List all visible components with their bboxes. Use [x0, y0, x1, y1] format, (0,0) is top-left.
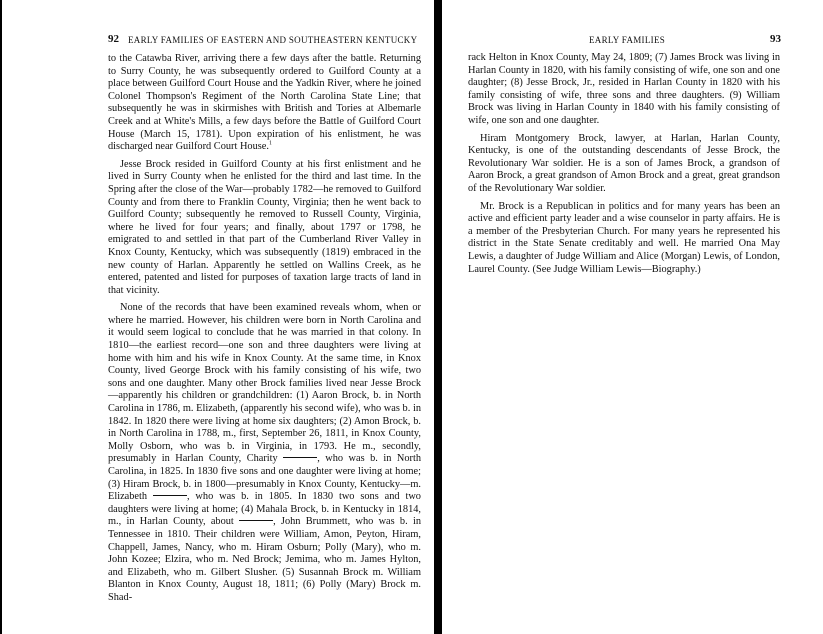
paragraph-text: , who was b. in North Carolina, in 1825. In 1830 five sons and one daughter were living at home; (3) Hiram Brock, b. in 1800—presumably in Knox County, Kentucky—m. Elizabeth: [108, 453, 421, 503]
page-number: 92: [108, 33, 119, 45]
blank-dash: [239, 520, 273, 521]
page-number: 93: [770, 33, 781, 45]
right-page: [442, 0, 823, 634]
paragraph-text: , John Brummett, who was b. in Tennessee in 1810. Their children were William, Amon, Peyton, Hiram, Chappell, James, Nancy, who m. Hiram Osburn; Polly (Mary), who m. John Kozee; Elzira, who m. Ned Brock; Jemima, who m. James Hylton, and Elizabeth, who m. Gilbert Slusher. (5) Susannah Brock m. William Blanton in Knox County, August 18, 1811; (6) Polly (Mary) Brock m. Shad-: [108, 516, 421, 603]
paragraph: Jesse Brock resided in Guilford County at his first enlistment and he lived in Surry County when he enlisted for the third and last time. In the Spring after the close of the War—probably 1782—he removed to Guilford County and from there to Franklin County, Virginia; then he went back to Guilford County; subsequently he removed to Russell County, Virginia, where he lived for four years; and finally, about 1797 or 1798, he emigrated to and settled in that part of the Cumberland River Valley in Knox County, Kentucky, which was subsequently (1819) embraced in the new county of Harlan. Apparently he settled on Wallins Creek, as he entered, patented and listed for purposes of taxation large tracts of land in that vicinity.: [108, 158, 421, 296]
blank-dash: [283, 457, 317, 458]
paragraph: [108, 53, 421, 154]
paragraph: Hiram Montgomery Brock, lawyer, at Harlan, Harlan County, Kentucky, is one of the outstanding descendants of Jesse Brock, the Revolutionary War soldier. He is a son of James Brock, a grandson of Aaron Brock, a great grandson of Amon Brock and a great, great grandson of the Revolutionary War soldier.: [468, 132, 780, 194]
body-text: [468, 52, 780, 276]
paragraph: [108, 302, 421, 604]
footnote-marker: 1: [268, 140, 272, 147]
paragraph-text: to the Catawba River, arriving there a few days after the battle. Returning to Surry County, he was subsequently ordered to Guilford County at a place between Guilford Court House and the Yadkin River, where he joined Colonel Thompson's Regiment of the North Carolina State Line; that subsequently he was in skirmishes with British and Tories at Albemarle Creek and at White's Mills, a few days before the Battle of Guilford Court House (March 15, 1781). Upon expiration of his enlistment, he was discharged near Guilford Court House.: [108, 53, 421, 153]
blank-dash: [153, 495, 187, 496]
paragraph: rack Helton in Knox County, May 24, 1809; (7) James Brock was living in Harlan County in 1820, with his family consisting of wife, one son and one daughter; (8) Jesse Brock, Jr., resided in Harlan County in 1820 with his family consisting of wife, three sons and three daughters. (9) William Brock was living in Harlan County in 1840 with his family consisting of wife, one son and one daughter.: [468, 52, 780, 126]
paragraph-text: None of the records that have been examined reveals whom, when or where he married. However, his children were born in North Carolina and it would seem logical to conclude that he was married in that colony. In 1810—the earliest record—one son and three daughters were living at home with him and his wife in Knox County. At the same time, in Knox County, lived George Brock with his family consisting of his wife, two sons and one daughter. Many other Brock families lived near Jesse Brock—apparently his children or grandchildren: (1) Aaron Brock, b. in North Carolina in 1786, m. Elizabeth, (apparently his second wife), who was b. in 1842. In 1820 there were living at home six daughters; (2) Amon Brock, b. in North Carolina in 1788, m., first, September 26, 1811, in Knox County, Molly Osborn, who was b. in Virginia, in 1793. He m., secondly, presumably in Harlan County, Charity: [108, 302, 421, 465]
body-text: [108, 53, 421, 605]
left-page: [2, 0, 434, 634]
running-head: EARLY FAMILIES OF EASTERN AND SOUTHEASTERN KENTUCKY: [128, 35, 418, 45]
running-head: EARLY FAMILIES: [589, 35, 666, 45]
paragraph-text: , who was b. in 1805. In 1830 two sons and two daughters were living at home; (4) Mahala Brock, b. in Kentucky in 1814, m., in Harlan County, about: [108, 491, 421, 528]
paragraph: Mr. Brock is a Republican in politics and for many years has been an active and efficient party leader and a wise counselor in party affairs. He is a member of the Presbyterian Church. For many years he represented his district in the State Senate creditably and well. He married Ona May Lewis, a daughter of Judge William and Alice (Morgan) Lewis, of London, Laurel County. (See Judge William Lewis—Biography.): [468, 200, 780, 275]
